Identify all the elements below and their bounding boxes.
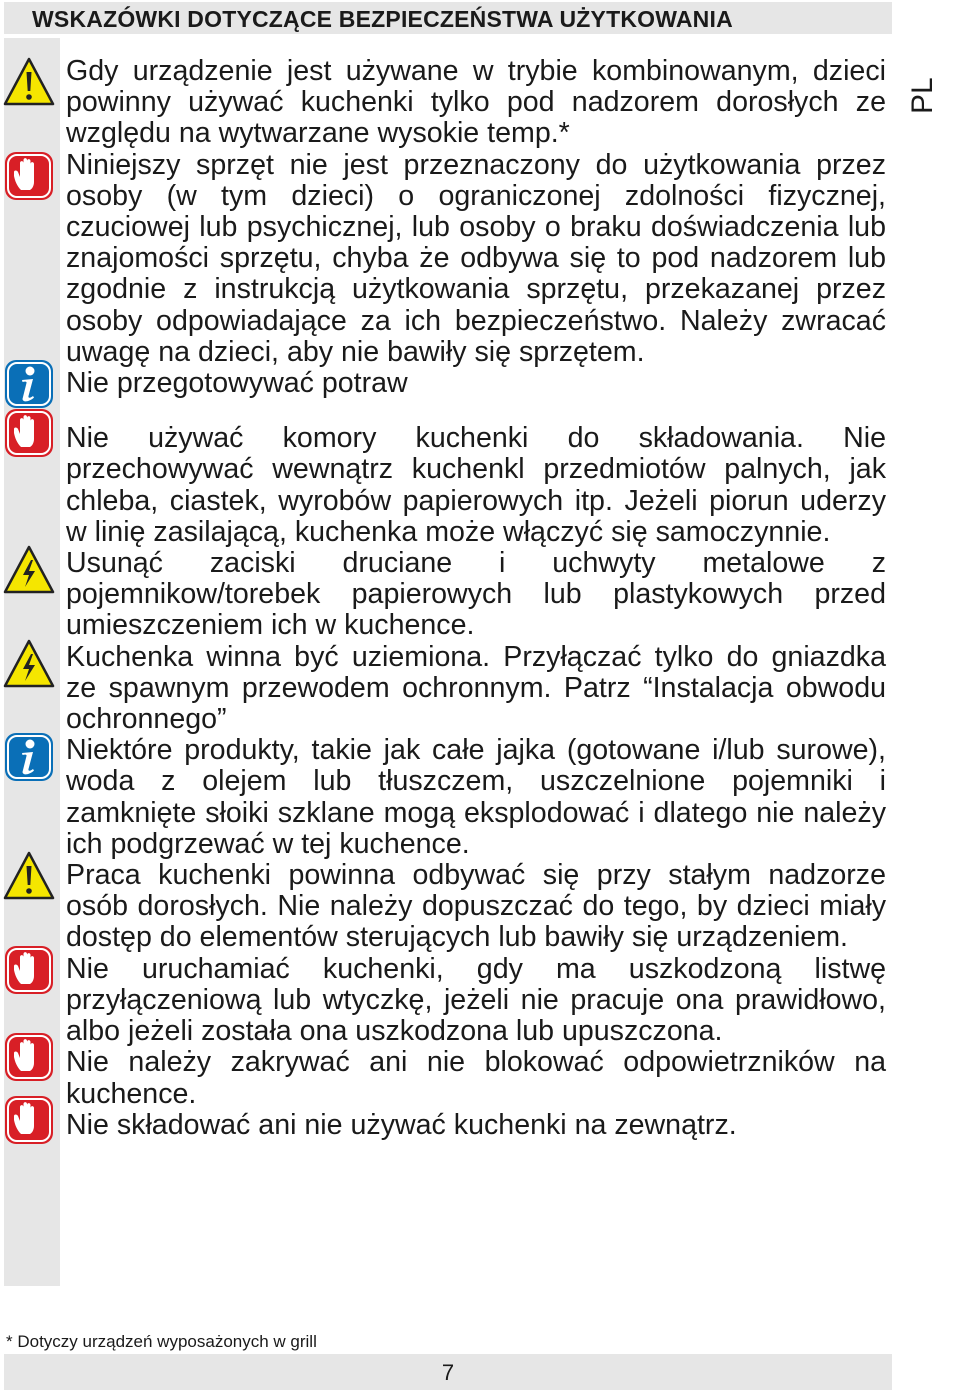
instruction-text: Praca kuchenki powinna odbywać się przy stałym nadzorze osób dorosłych. Nie należy dopuszczać do tego, by dzieci miały dostęp do elementów sterujących lub bawiły się urządzeniem.	[66, 859, 886, 954]
instruction-text: Niektóre produkty, takie jak całe jajka (gotowane i/lub surowe), woda z olejem lub tłuszczem, uszczelnione pojemniki i zamknięte słoiki szklane mogą eksplodować i dlatego nie należy ich podgrzewać w tej kuchence.	[66, 734, 886, 860]
instruction-item	[66, 150, 886, 368]
instruction-text: Nie uruchamiać kuchenki, gdy ma uszkodzoną listwę przyłączeniową lub wtyczkę, jeżeli nie pracuje ona prawidłowo, albo jeżeli została ona uszkodzona lub upuszczona.	[66, 952, 886, 1048]
instruction-item	[66, 548, 886, 642]
warning-icon	[3, 850, 55, 902]
instruction-item	[66, 56, 886, 150]
warning-icon	[3, 56, 55, 108]
instruction-item	[66, 735, 886, 860]
safety-instructions	[66, 56, 886, 1141]
instruction-item	[66, 954, 886, 1048]
hand-stop-icon	[3, 407, 55, 459]
footnote: * Dotyczy urządzeń wyposażonych w grill	[6, 1332, 317, 1351]
hand-stop-icon	[3, 1031, 55, 1083]
language-label: PL	[906, 77, 939, 114]
section-header	[4, 2, 892, 34]
instruction-text: Nie należy zakrywać ani nie blokować odpowietrzników na kuchence.	[66, 1046, 886, 1110]
section-title: WSKAZÓWKI DOTYCZĄCE BEZPIECZEŃSTWA UŻYTKOWANIA	[32, 6, 733, 32]
page-footer	[4, 1354, 892, 1390]
page-number: 7	[441, 1360, 455, 1385]
hand-stop-icon	[3, 150, 55, 202]
instruction-item	[66, 423, 886, 548]
electric-hazard-icon	[3, 638, 55, 690]
instruction-text: Nie używać komory kuchenki do składowania. Nie przechowywać wewnątrz kuchenkl przedmiotów palnych, jak chleba, ciastek, wyrobów papierowych itp. Jeżeli piorun uderzy w linię zasilającą, kuchenka może włączyć się samoczynnie.	[66, 422, 886, 548]
info-icon	[3, 358, 55, 410]
instruction-item	[66, 1110, 886, 1141]
instruction-text: Gdy urządzenie jest używane w trybie kombinowanym, dzieci powinny używać kuchenki tylko pod nadzorem dorosłych ze względu na wytwarzane wysokie temp.*	[66, 55, 886, 150]
hand-stop-icon	[3, 944, 55, 996]
info-icon	[3, 731, 55, 783]
hand-stop-icon	[3, 1094, 55, 1146]
instruction-text: Kuchenka winna być uziemiona. Przyłączać tylko do gniazdka ze spawnym przewodem ochronnym. Patrz “Instalacja obwodu ochronnego”	[66, 640, 886, 736]
instruction-item	[66, 860, 886, 954]
instruction-text: Usunąć zaciski druciane i uchwyty metalowe z pojemnikow/torebek papierowych lub plastykowych przed umieszczeniem ich w kuchence.	[66, 547, 886, 642]
instruction-text: Nie przegotowywać potraw	[66, 367, 408, 400]
electric-hazard-icon	[3, 544, 55, 596]
instruction-text: Niniejszy sprzęt nie jest przeznaczony do użytkowania przez osoby (w tym dzieci) o ograniczonej zdolności fizycznej, czuciowej lub psychicznej, lub osoby o braku doświadczenia lub znajomości sprzętu, chyba że odbywa się to pod nadzorem lub zgodnie z instrukcją użytkowania sprzętu, przekazanej przez osoby odpowiadające za ich bezpieczeństwo. Należy zwracać uwagę na dzieci, aby nie bawiły się sprzętem.	[66, 148, 886, 368]
instruction-text: Nie składować ani nie używać kuchenki na zewnątrz.	[66, 1108, 737, 1141]
instruction-item	[66, 368, 886, 399]
instruction-item	[66, 642, 886, 736]
language-tab	[892, 78, 960, 114]
instruction-item	[66, 1047, 886, 1109]
